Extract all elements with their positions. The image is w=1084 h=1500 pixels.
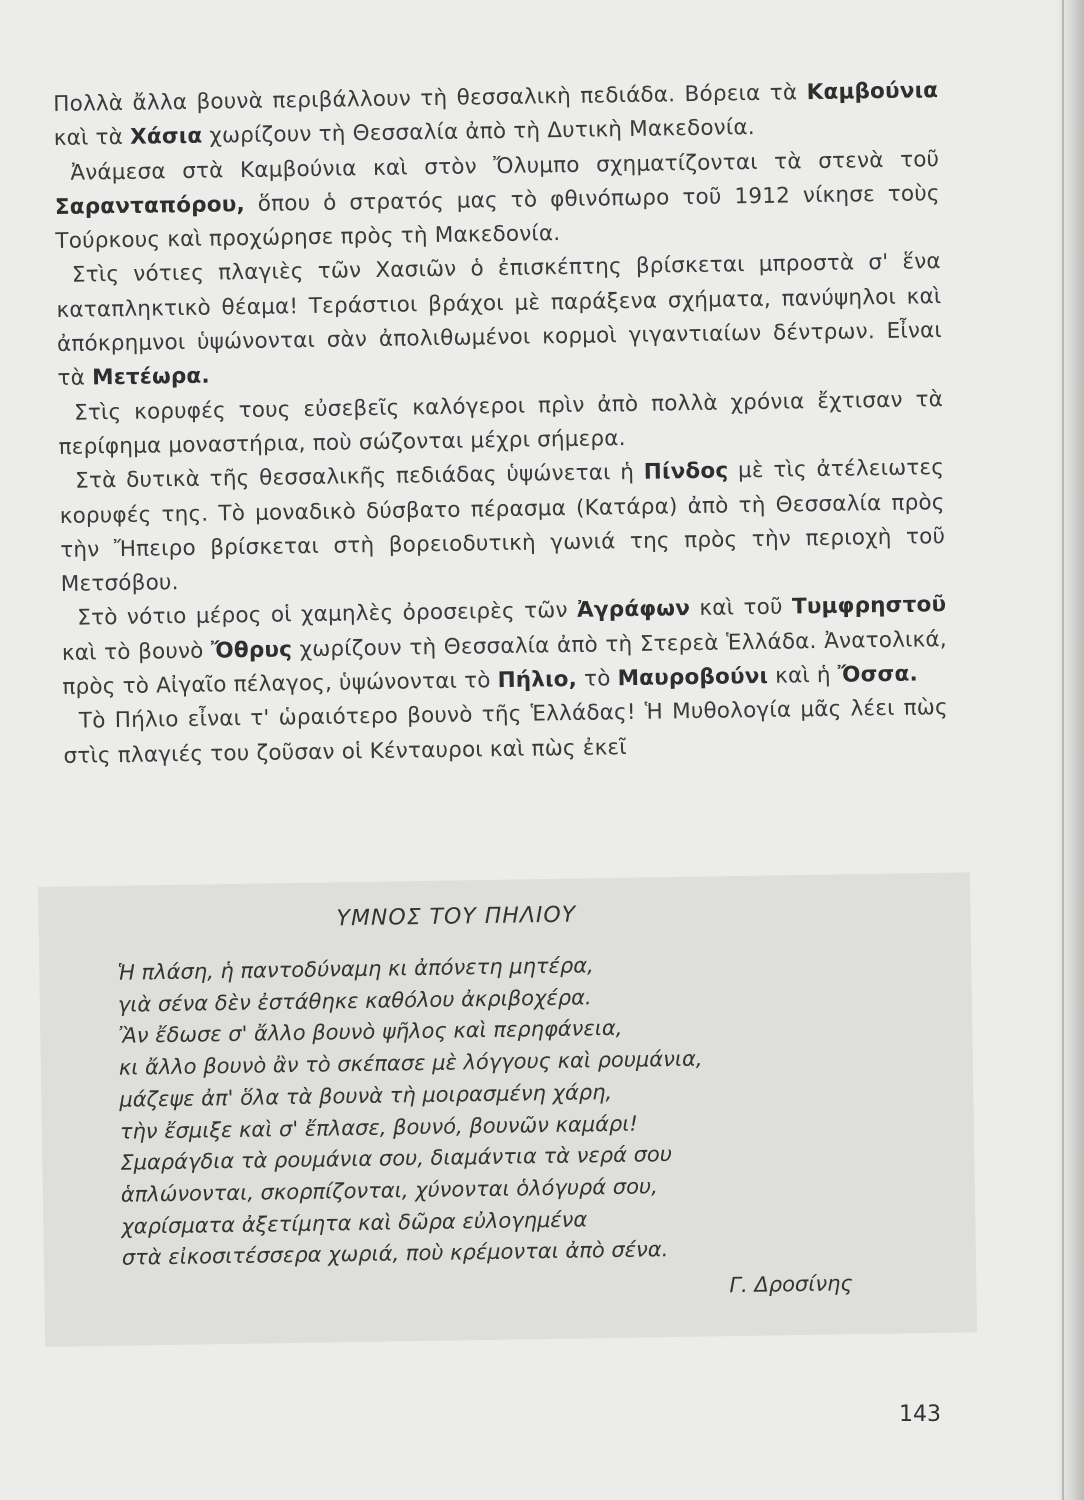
poem-line: Ἡ πλάση, ἡ παντοδύναμη κι ἀπόνετη μητέρα, (117, 953, 594, 985)
paragraph: Στὸ νότιο μέρος οἱ χαμηλὲς ὀροσειρὲς τῶν Ἀγράφων καὶ τοῦ Τυμφρηστοῦ καὶ τὸ βουνὸ Ὄθρυς χωρίζουν τὴ Θεσσαλία ἀπὸ τὴ Στερεὰ Ἑλλάδα. Ἀνατολικά, πρὸς τὸ Αἰγαῖο πέλαγος, ὑψώνονται τὸ Πήλιο, τὸ Μαυροβούνι καὶ ἡ Ὄσσα. (61, 592, 947, 700)
page-edge (1062, 0, 1064, 1500)
paragraph: Πολλὰ ἄλλα βουνὰ περιβάλλουν τὴ θεσσαλικὴ πεδιάδα. Βόρεια τὰ Καμβούνια καὶ τὰ Χάσια χωρίζουν τὴ Θεσσαλία ἀπὸ τὴ Δυτικὴ Μακεδονία. (53, 78, 939, 152)
paragraph: Ἀνάμεσα στὰ Καμβούνια καὶ στὸν Ὄλυμπο σχηματίζονται τὰ στενὰ τοῦ Σαρανταπόρου, ὅπου ὁ στρατός μας τὸ φθινόπωρο τοῦ 1912 νίκησε τοὺς Τούρκους καὶ προχώρησε πρὸς τὴ Μακεδονία. (54, 146, 940, 255)
poem-author: Γ. Δροσίνης (729, 1271, 853, 1298)
page-binding-shadow (1056, 0, 1084, 1500)
poem-line: Ἂν ἔδωσε σ' ἄλλο βουνὸ ψῆλος καὶ περηφάνεια, (118, 1016, 623, 1049)
poem-line: τὴν ἔσμιξε καὶ σ' ἔπλασε, βουνό, βουνῶν καμάρι! (119, 1111, 638, 1144)
poem-line: κι ἄλλο βουνὸ ἂν τὸ σκέπασε μὲ λόγγους καὶ ρουμάνια, (118, 1046, 703, 1080)
poem-title: ΥΜΝΟΣ ΤΟΥ ΠΗΛΙΟΥ (336, 902, 577, 932)
page-number: 143 (899, 1402, 941, 1427)
poem-line: χαρίσματα ἀξετίμητα καὶ δῶρα εὐλογημένα (121, 1207, 588, 1239)
body-text (53, 74, 949, 774)
poem-line: στὰ εἰκοσιτέσσερα χωριά, ποὺ κρέμονται ἀπὸ σένα. (121, 1237, 669, 1271)
paragraph: Στὶς νότιες πλαγιὲς τῶν Χασιῶν ὁ ἐπισκέπτης βρίσκεται μπροστὰ σ' ἕνα καταπληκτικὸ θέαμα! Τεράστιοι βράχοι μὲ παράξενα σχήματα, πανύψηλοι καὶ ἀπόκρημνοι ὑψώνονται σὰν ἀπολιθωμένοι κορμοὶ γιγαντιαίων δέντρων. Εἶναι τὰ Μετέωρα. (56, 249, 943, 392)
poem-box (38, 872, 977, 1347)
poem-line: Σμαράγδια τὰ ρουμάνια σου, διαμάντια τὰ νερά σου (120, 1142, 673, 1175)
paragraph: Τὸ Πήλιο εἶναι τ' ὡραιότερο βουνὸ τῆς Ἑλλάδας! Ἡ Μυθολογία μᾶς λέει πὼς στὶς πλαγιές του ζοῦσαν οἱ Κένταυροι καὶ πὼς ἐκεῖ (63, 695, 949, 769)
paragraph: Στὰ δυτικὰ τῆς θεσσαλικῆς πεδιάδας ὑψώνεται ἡ Πίνδος μὲ τὶς ἀτέλειωτες κορυφές της. Τὸ μοναδικὸ δύσβατο πέρασμα (Κατάρα) ἀπὸ τὴ Θεσσαλία πρὸς τὴν Ἤπειρο βρίσκεται στὴ βορειοδυτικὴ γωνιά της πρὸς τὴν περιοχὴ τοῦ Μετσόβου. (59, 455, 946, 598)
poem-lines (117, 945, 922, 1275)
poem-line: γιὰ σένα δὲν ἐστάθηκε καθόλου ἀκριβοχέρα. (117, 985, 592, 1017)
poem-line: ἁπλώνονται, σκορπίζονται, χύνονται ὁλόγυρά σου, (120, 1174, 658, 1207)
poem-line: μάζεψε ἀπ' ὅλα τὰ βουνὰ τὴ μοιρασμένη χάρη, (119, 1079, 613, 1112)
paragraph: Στὶς κορυφές τους εὐσεβεῖς καλόγεροι πρὶν ἀπὸ πολλὰ χρόνια ἔχτισαν τὰ περίφημα μοναστήρια, ποὺ σώζονται μέχρι σήμερα. (58, 386, 944, 460)
